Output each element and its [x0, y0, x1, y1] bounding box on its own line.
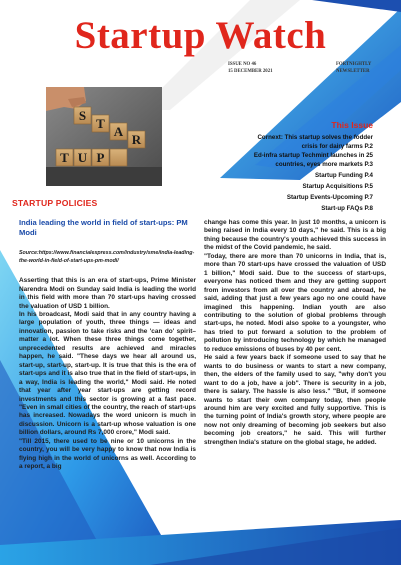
article-right-column: [204, 219, 386, 447]
toc-title: This Issue: [331, 120, 373, 130]
svg-text:R: R: [131, 132, 142, 147]
svg-text:A: A: [113, 124, 124, 139]
svg-text:P: P: [96, 150, 105, 165]
frequency-label: FORTNIGHTLY NEWSLETTER: [336, 62, 372, 74]
toc-item: Cornext: This startup solves the fodder: [257, 134, 373, 141]
article-source-link[interactable]: Source:https://www.financialexpress.com/industry/sme/india-leading-the-world-in-field-of-start-ups-pm-modi/: [19, 250, 195, 264]
toc-item: Startup Events-Upcoming P.7: [286, 194, 373, 201]
issue-info: [228, 61, 273, 75]
toc-item: Startup Acquisitions P.5: [302, 183, 373, 190]
issue-date: 15 DECEMBER 2021: [228, 69, 273, 74]
article-left-column: [19, 218, 196, 472]
article-headline: India leading the world in field of start-ups: PM Modi: [19, 218, 188, 237]
article-body-right: change has come this year. In just 10 months, a unicorn is being raised in India every 10 days," he said. This is a big thing because the country's youth achieved this success in the midst of the Covid pandemic, he said. "Today, there are more than 70 unicorns in India, that is, more than 70 start-ups have crossed the valuation of USD 1 billion," Modi said. Due to the success of start-ups, everyone has noticed them and they are getting support from investors from all over the country and abroad, he said, adding that just a few years ago no one could have imagined this happening. Indian youth are also contributing to the solution of global problems through start-ups, he noted. Modi also spoke to a youngster, who has tried to put forward a solution to the problem of pollution by introducing technology by which he managed to reduce emissions of buses by 40 per cent. He said a few years back if someone used to say that he wants to do business or wants to start a new company, then, the elders of the family used to say, "why don't you want to do a job, have a job". There is security in a job, there is salary. The hassle is also less." "But, if someone wants to start their own company today, then people around him are very excited and fully supportive. This is the turning point of India's growth story, where people are now not only dreaming of becoming job seekers but also becoming job creators," he said. This will further strengthen India's stature on the global stage, he added.: [204, 219, 386, 446]
toc-item: crisis for dairy farms P.2: [301, 143, 373, 150]
svg-text:U: U: [77, 150, 88, 165]
toc-item: Ed-infra startup Techmint launches in 25: [253, 152, 373, 159]
section-heading: STARTUP POLICIES: [12, 198, 98, 208]
svg-text:T: T: [96, 116, 105, 131]
article-body-left: Asserting that this is an era of start-ups, Prime Minister Narendra Modi on Sunday said India is leading the world in this field with more than 70 start-ups having crossed the valuation of USD 1 billion. In his broadcast, Modi said that in any country having a large population of youth, three things — ideas and innovation, passion to take risks and the 'can do' spirit– matter a lot. When these three things come together, unprecedented results are achieved and miracles happen, he said. "These days we hear all around us, start-up, start-up, start-up. It is true that this is the era of start-ups and it is also true that in the field of start-ups, in a way, India is leading the world," Modi said. He noted that year after year start-ups are getting record investments and this sector is growing at a fast pace. "Even in small cities of the country, the reach of start-ups has increased. Nowadays the word unicorn is much in discussion. Unicorn is a start-up whose valuation is one billion dollars, around Rs 7,000 crore," Modi said. "Till 2015, there used to be nine or 10 unicorns in the country, you will be very happy to know that now India is flying high in the world of unicorns as well. According to a report, a big: [19, 277, 196, 471]
svg-text:S: S: [78, 108, 87, 123]
toc-item: Start-up FAQs P.8: [321, 205, 373, 212]
table-of-contents: [200, 120, 373, 213]
toc-item: Startup Funding P.4: [315, 172, 373, 179]
toc-item: countries, eyes more markets P.3: [275, 161, 373, 168]
svg-text:T: T: [60, 150, 69, 165]
issue-number: ISSUE NO 46: [228, 62, 257, 67]
wooden-blocks-start-up-photo: [46, 87, 162, 186]
newsletter-title: Startup Watch: [74, 14, 327, 57]
